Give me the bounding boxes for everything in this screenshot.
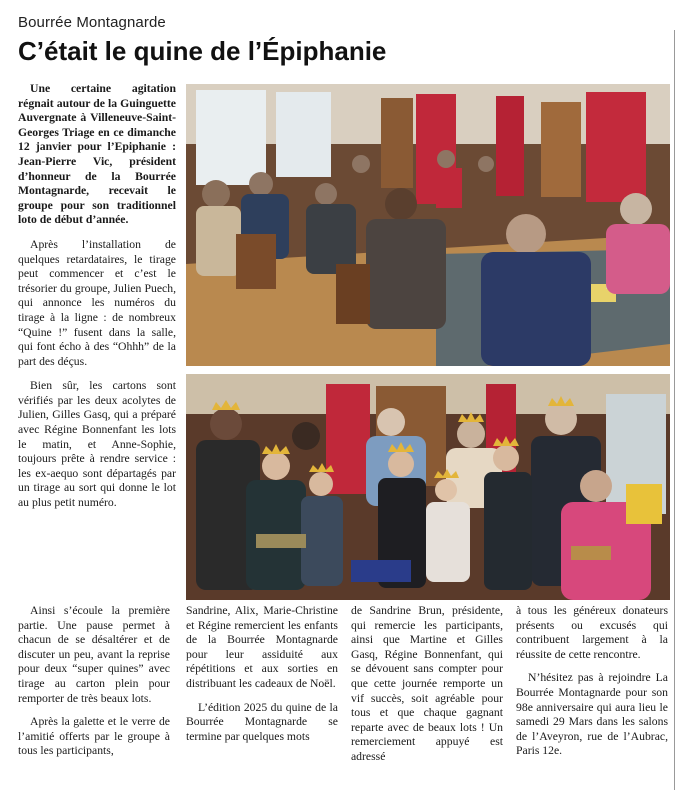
article-column-2 [18, 604, 170, 768]
lead-paragraph: Une certaine agitation régnait autour de la Guinguette Auvergnate à Villeneuve-Saint-Georges Triage en ce dimanche 12 janvier pour l’Epiphanie : Jean-Pierre Vic, président d’honneur de la Bourrée Montagnarde, recevait le groupe pour son traditionnel loto de début d’année. [18, 82, 176, 227]
photo-loto-hall [186, 84, 670, 366]
body-paragraph: Bien sûr, les cartons sont vérifiés par les deux acolytes de Julien, Gilles Gasq, qui a préparé avec Régine Bonnenfant les lots le matin, et Anne-Sophie, toujours prête à rendre service : les ex-aequo sont départagés par un tirage au sort qui donne le lot au plus petit numéro. [18, 379, 176, 510]
photo-children-gifts-image [186, 374, 670, 600]
body-paragraph: Sandrine, Alix, Marie-Christine et Régine remercient les enfants de la Bourrée Montagnarde pour leur assiduité aux répétitions et aux sorties en distribuant les cadeaux de Noël. [186, 604, 338, 690]
body-paragraph: Ainsi s’écoule la première partie. Une pause permet à chacun de se désaltérer et de discuter un peu, avant la reprise pour deux “super quines” avec tirage au carton plein pour remporter de très beaux lots. [18, 604, 170, 705]
article-column-4 [351, 604, 503, 774]
article-column-5 [516, 604, 668, 768]
body-paragraph: Après l’installation de quelques retardataires, le tirage peut commencer et c’est le trésorier du groupe, Julien Puech, qui annonce les numéros du tirage à la ligne : de nombreux “Quine !” fusent dans la salle, qui font écho à des “Ohhh” de la part des déçus. [18, 237, 176, 368]
article-title: C’était le quine de l’Épiphanie [18, 36, 387, 66]
article-column-3 [186, 604, 338, 753]
body-paragraph: à tous les généreux donateurs présents ou excusés qui contribuent largement à la réussite de cette rencontre. [516, 604, 668, 661]
article-column-1 [18, 82, 176, 602]
article-bottom-columns [18, 604, 670, 796]
photo-loto-hall-image [186, 84, 670, 366]
body-paragraph: de Sandrine Brun, présidente, qui remercie les participants, ainsi que Martine et Gilles Gasq, Régine Bonnenfant, qui se dévouent sans compter pour que cette journée remporte un vif succès, soit agréable pour tous et que chaque gagnant reparte avec de beaux lots ! Un remerciement appuyé est adressé [351, 604, 503, 763]
section-kicker: Bourrée Montagnarde [18, 14, 166, 31]
body-paragraph: Après la galette et le verre de l’amitié offerts par le groupe à tous les participants, [18, 715, 170, 758]
photo-children-gifts [186, 374, 670, 600]
body-paragraph: N’hésitez pas à rejoindre La Bourrée Montagnarde pour son 98e anniversaire qui aura lieu le samedi 29 Mars dans les salons de l’Aveyron, rue de l’Aubrac, Paris 12e. [516, 671, 668, 758]
body-paragraph: L’édition 2025 du quine de la Bourrée Montagnarde se termine par quelques mots [186, 700, 338, 743]
column-rule [674, 30, 675, 790]
